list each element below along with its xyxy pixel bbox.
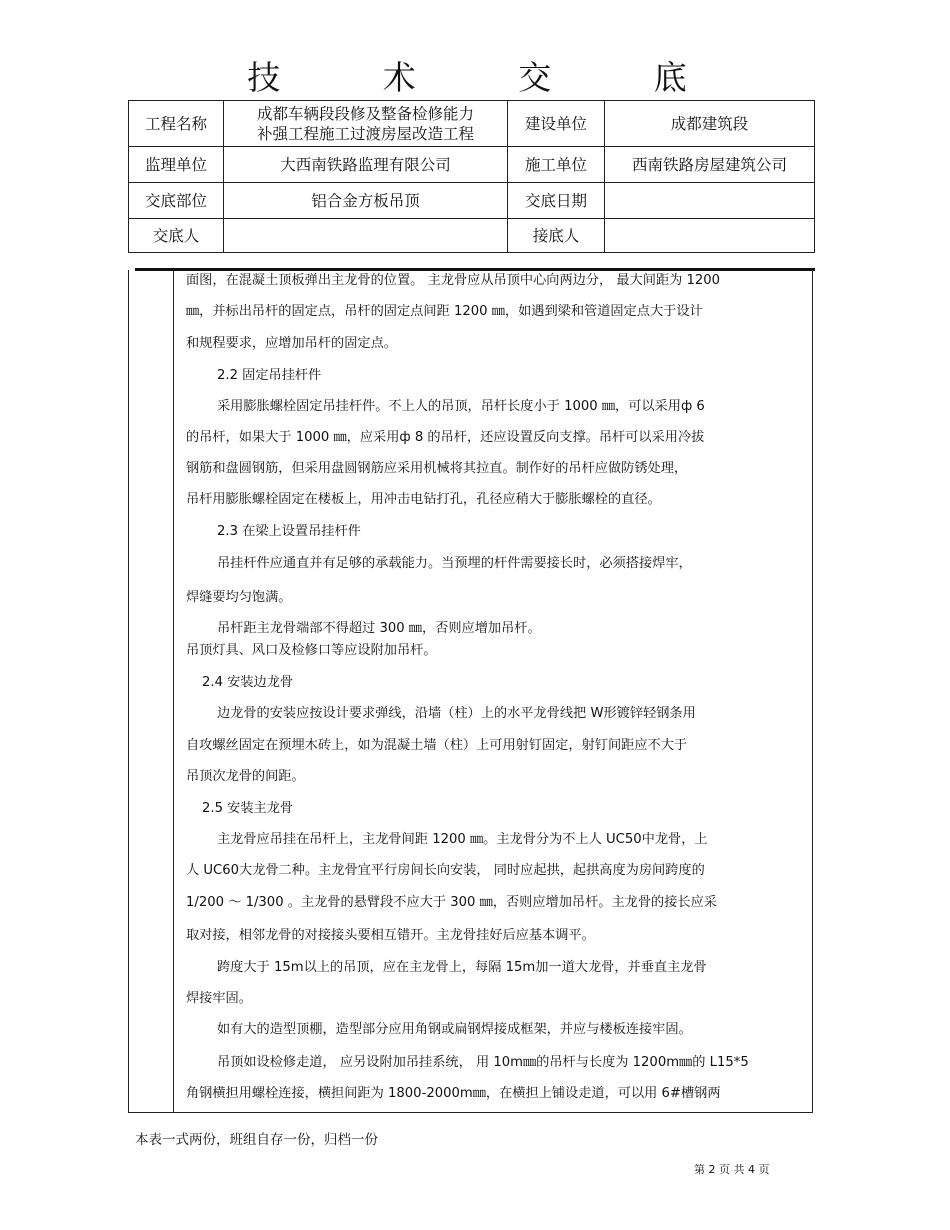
project-name-line2: 补强工程施工过渡房屋改造工程 [256,124,474,143]
body-line: 焊接牢固。 [186,991,252,1006]
footer-note: 本表一式两份，班组自存一份，归档一份 [135,1132,378,1148]
body-line: 人 UC60大龙骨二种。主龙骨宜平行房间长向安装， 同时应起拱，起拱高度为房间跨度的 [186,863,705,878]
body-line: 1/200 ～ 1/300 。主龙骨的悬臂段不应大于 300 ㎜，否则应增加吊杆。主龙骨的接长应采 [186,895,717,910]
supervisor-value: 大西南铁路监理有限公司 [224,147,508,183]
giver-label: 交底人 [129,219,224,253]
part-label: 交底部位 [129,183,224,219]
body-line: 和规程要求，应增加吊杆的固定点。 [186,336,397,351]
section-heading: 2.2 固定吊挂杆件 [217,368,322,383]
project-name-value [224,101,508,147]
body-line: 吊杆距主龙骨端部不得超过 300 ㎜，否则应增加吊杆。 [217,621,541,636]
body-line: 吊顶次龙骨的间距。 [186,769,305,784]
info-row-persons [129,219,815,253]
receiver-value [605,219,815,253]
body-line: 主龙骨应吊挂在吊杆上，主龙骨间距 1200 ㎜。主龙骨分为不上人 UC50中龙骨，上 [217,832,708,847]
content-box-left-rule [173,270,174,1112]
body-line: 角钢横担用螺栓连接，横担间距为 1800-2000m㎜，在横担上铺设走道，可以用 6#槽钢两 [186,1086,721,1101]
project-name-line1: 成都车辆段段修及整备检修能力 [256,104,474,123]
part-value: 铝合金方板吊顶 [224,183,508,219]
giver-value [224,219,508,253]
body-line: 吊顶灯具、风口及检修口等应设附加吊杆。 [186,643,437,658]
body-line: ㎜，并标出吊杆的固定点，吊杆的固定点间距 1200 ㎜，如遇到梁和管道固定点大于设计 [186,304,703,319]
document-title: 技 术 交 底 [247,58,733,97]
info-table [128,100,815,253]
body-line: 如有大的造型顶棚，造型部分应用角钢或扁钢焊接成框架，并应与楼板连接牢固。 [217,1022,692,1037]
body-line: 边龙骨的安装应按设计要求弹线，沿墙（柱）上的水平龙骨线把 W形镀锌轻钢条用 [217,706,696,721]
body-line: 焊缝要均匀饱满。 [186,590,292,605]
section-heading: 2.3 在梁上设置吊挂杆件 [217,524,361,539]
info-row-supervisor [129,147,815,183]
date-value [605,183,815,219]
body-line: 吊顶如设检修走道， 应另设附加吊挂系统， 用 10m㎜的吊杆与长度为 1200m㎜的 L15*5 [217,1055,749,1070]
project-name-label: 工程名称 [129,101,224,147]
builder-value: 成都建筑段 [605,101,815,147]
body-line: 吊挂杆件应通直并有足够的承载能力。当预埋的杆件需要接长时，必须搭接焊牢， [217,556,692,571]
page-number: 第 2 页 共 4 页 [694,1163,770,1176]
body-line: 取对接，相邻龙骨的对接接头要相互错开。主龙骨挂好后应基本调平。 [186,928,595,943]
receiver-label: 接底人 [508,219,605,253]
section-heading: 2.5 安装主龙骨 [202,801,294,816]
body-line: 自攻螺丝固定在预埋木砖上，如为混凝土墙（柱）上可用射钉固定，射钉间距应不大于 [186,738,688,753]
contractor-value: 西南铁路房屋建筑公司 [605,147,815,183]
contractor-label: 施工单位 [508,147,605,183]
section-heading: 2.4 安装边龙骨 [202,675,294,690]
builder-label: 建设单位 [508,101,605,147]
body-line: 吊杆用膨胀螺栓固定在楼板上，用冲击电钻打孔，孔径应稍大于膨胀螺栓的直径。 [186,492,661,507]
body-line: 钢筋和盘圆钢筋，但采用盘圆钢筋应采用机械将其拉直。制作好的吊杆应做防锈处理， [186,461,688,476]
body-line: 跨度大于 15m以上的吊顶，应在主龙骨上，每隔 15m加一道大龙骨，并垂直主龙骨 [217,960,707,975]
supervisor-label: 监理单位 [129,147,224,183]
info-row-part [129,183,815,219]
date-label: 交底日期 [508,183,605,219]
info-row-project [129,101,815,147]
body-line: 的吊杆，如果大于 1000 ㎜，应采用ф 8 的吊杆，还应设置反向支撑。吊杆可以采用冷拔 [186,430,705,445]
body-line: 面图，在混凝土顶板弹出主龙骨的位置。 主龙骨应从吊顶中心向两边分， 最大间距为 1200 [186,273,721,288]
body-line: 采用膨胀螺栓固定吊挂杆件。不上人的吊顶，吊杆长度小于 1000 ㎜，可以采用ф 6 [217,399,705,414]
